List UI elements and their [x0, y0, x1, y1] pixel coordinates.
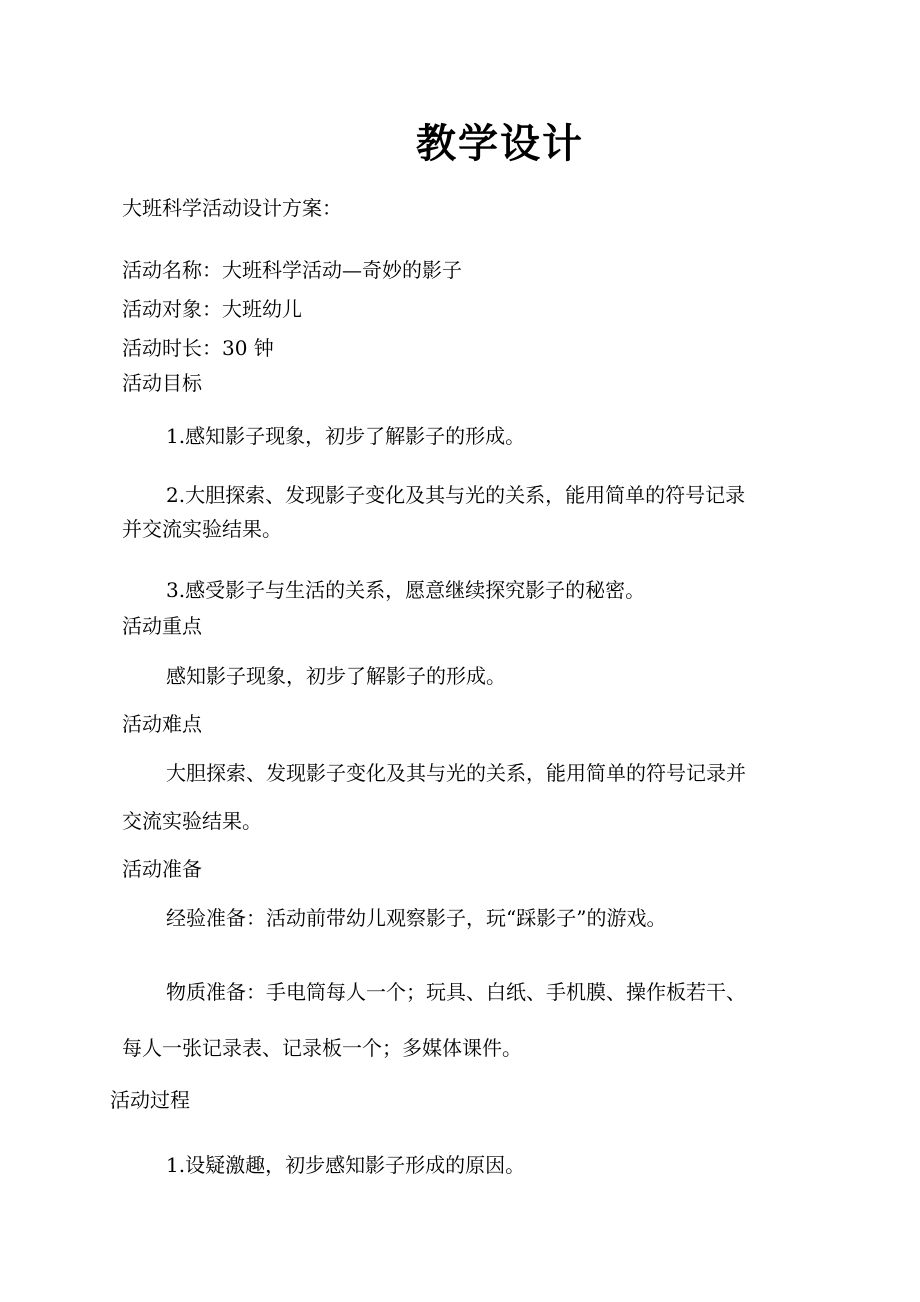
goals-heading: 活动目标 [122, 371, 202, 395]
process-step-1: 1.设疑激趣，初步感知影子形成的原因。 [166, 1153, 526, 1177]
difficulty-line-1: 大胆探索、发现影子变化及其与光的关系，能用简单的符号记录并 [166, 761, 746, 785]
difficulty-line-2: 交流实验结果。 [122, 809, 262, 833]
activity-target: 活动对象：大班幼儿 [122, 297, 302, 321]
goal-item-2-line-2: 并交流实验结果。 [122, 517, 282, 541]
activity-duration: 活动时长：30 钟 [122, 336, 274, 360]
preparation-experience: 经验准备：活动前带幼儿观察影子，玩“踩影子”的游戏。 [166, 906, 667, 930]
goal-item-2-line-1: 2.大胆探索、发现影子变化及其与光的关系，能用简单的符号记录 [166, 483, 746, 507]
document-title: 教学设计 [416, 120, 584, 167]
difficulty-heading: 活动难点 [122, 712, 202, 736]
intro-line: 大班科学活动设计方案： [122, 196, 342, 220]
key-point-heading: 活动重点 [122, 614, 202, 638]
goal-item-3: 3.感受影子与生活的关系，愿意继续探究影子的秘密。 [166, 578, 646, 602]
preparation-material-line-2: 每人一张记录表、记录板一个；多媒体课件。 [122, 1036, 522, 1060]
process-heading: 活动过程 [110, 1088, 190, 1112]
goal-item-1: 1.感知影子现象，初步了解影子的形成。 [166, 424, 526, 448]
key-point-text: 感知影子现象，初步了解影子的形成。 [166, 664, 506, 688]
activity-name: 活动名称：大班科学活动—奇妙的影子 [122, 258, 462, 282]
preparation-material-line-1: 物质准备：手电筒每人一个；玩具、白纸、手机膜、操作板若干、 [166, 980, 746, 1004]
preparation-heading: 活动准备 [122, 857, 202, 881]
